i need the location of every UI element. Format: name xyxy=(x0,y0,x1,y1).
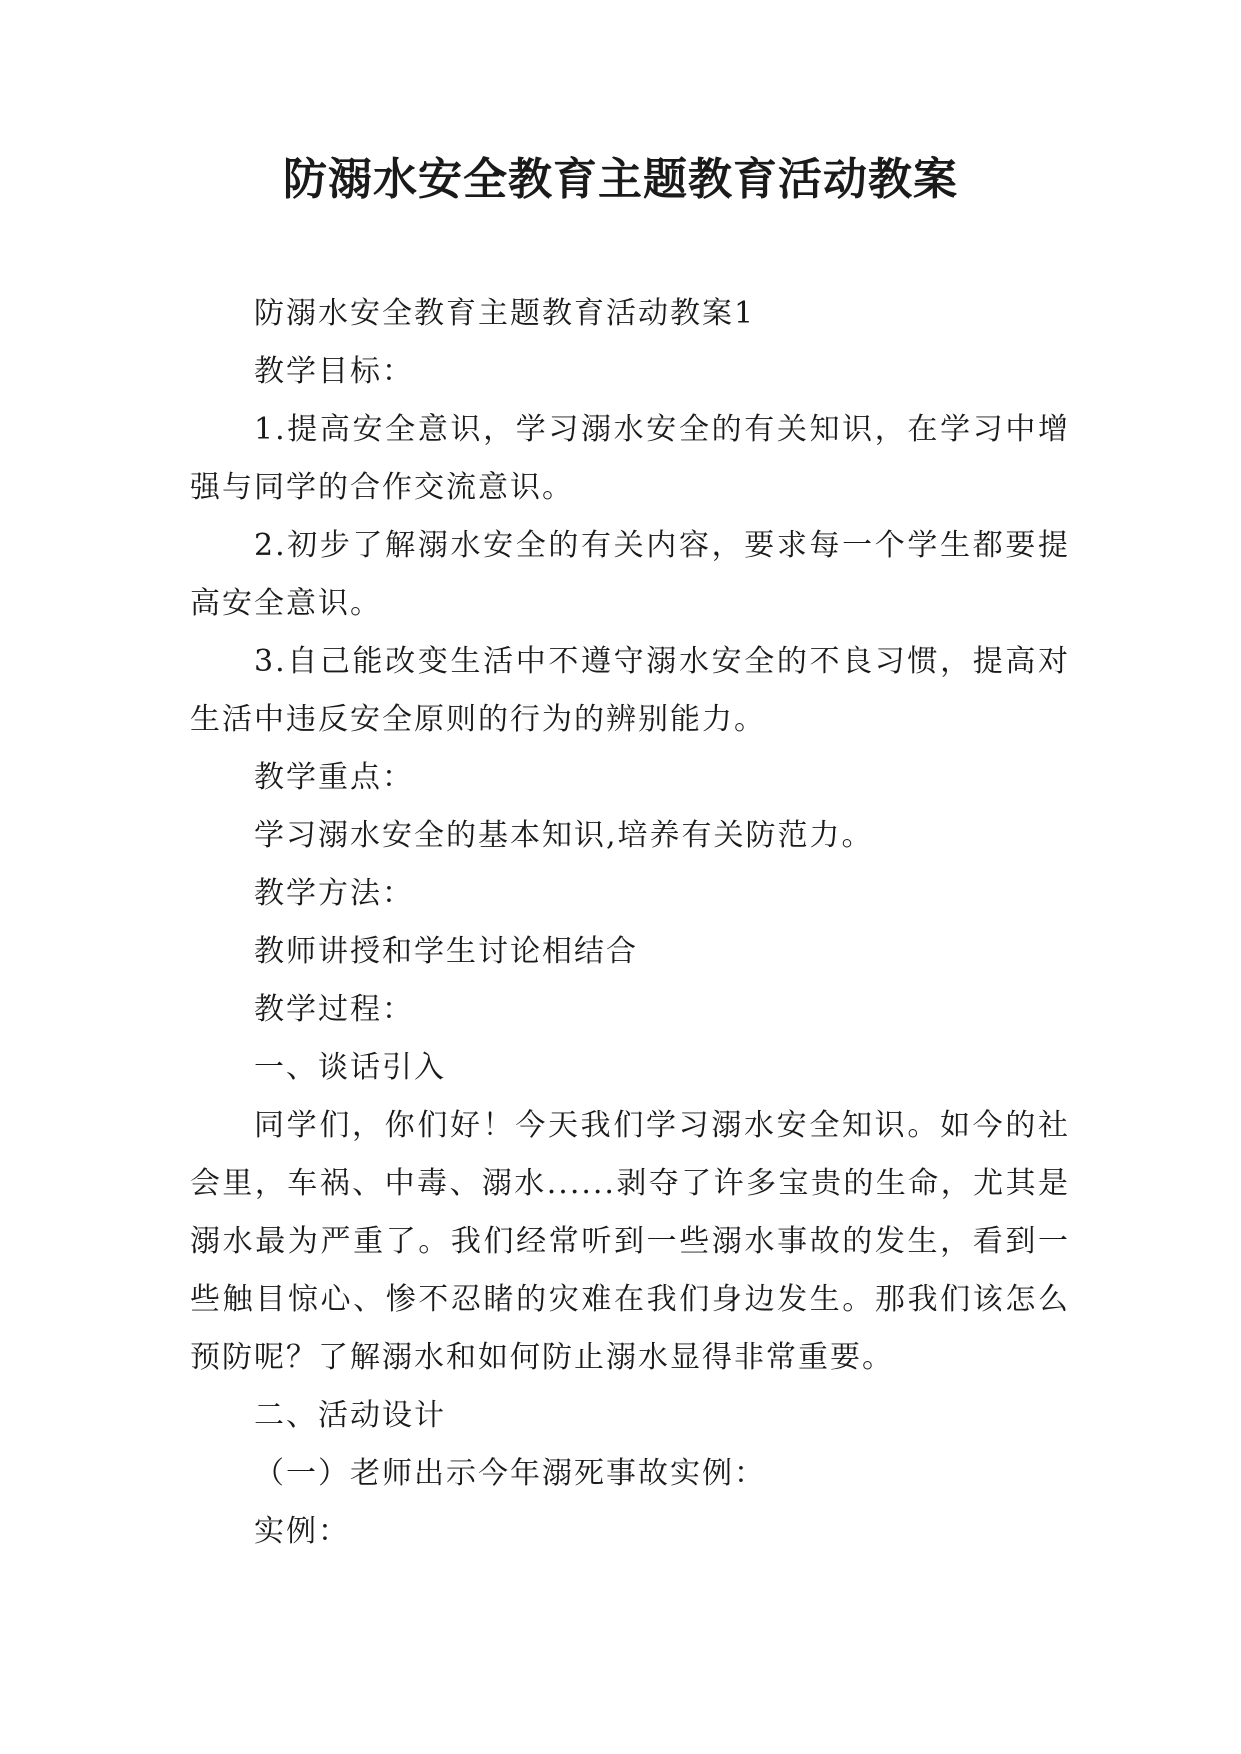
teaching-focus-text: 学习溺水安全的基本知识,培养有关防范力。 xyxy=(254,818,874,853)
teaching-focus-heading: 教学重点： xyxy=(254,760,414,795)
teaching-method-text: 教师讲授和学生讨论相结合 xyxy=(254,934,638,969)
goal-item-1: 1.提高安全意识，学习溺水安全的有关知识，在学习中增强与同学的合作交流意识。 xyxy=(190,412,1070,505)
activity-item-1: （一）老师出示今年溺死事故实例： xyxy=(254,1456,766,1491)
goal-item-3: 3.自己能改变生活中不遵守溺水安全的不良习惯，提高对生活中违反安全原则的行为的辨别能力。 xyxy=(190,644,1070,737)
document-title: 防溺水安全教育主题教育活动教案 xyxy=(283,154,958,205)
activity-design-heading: 二、活动设计 xyxy=(254,1398,446,1433)
goal-item-2: 2.初步了解溺水安全的有关内容，要求每一个学生都要提高安全意识。 xyxy=(190,528,1070,621)
section-heading: 防溺水安全教育主题教育活动教案1 xyxy=(254,296,756,331)
teaching-method-heading: 教学方法： xyxy=(254,876,414,911)
teaching-process-heading: 教学过程： xyxy=(254,992,414,1027)
example-label: 实例： xyxy=(254,1514,350,1549)
intro-text: 同学们，你们好！今天我们学习溺水安全知识。如今的社会里，车祸、中毒、溺水......剥夺了许多宝贵的生命，尤其是溺水最为严重了。我们经常听到一些溺水事故的发生，看到一些触目惊心、惨不忍睹的灾难在我们身边发生。那我们该怎么预防呢？了解溺水和如何防止溺水显得非常重要。 xyxy=(190,1108,1070,1375)
teaching-goals-heading: 教学目标： xyxy=(254,354,414,389)
document-body xyxy=(190,285,1070,1561)
intro-heading: 一、谈话引入 xyxy=(254,1050,446,1085)
